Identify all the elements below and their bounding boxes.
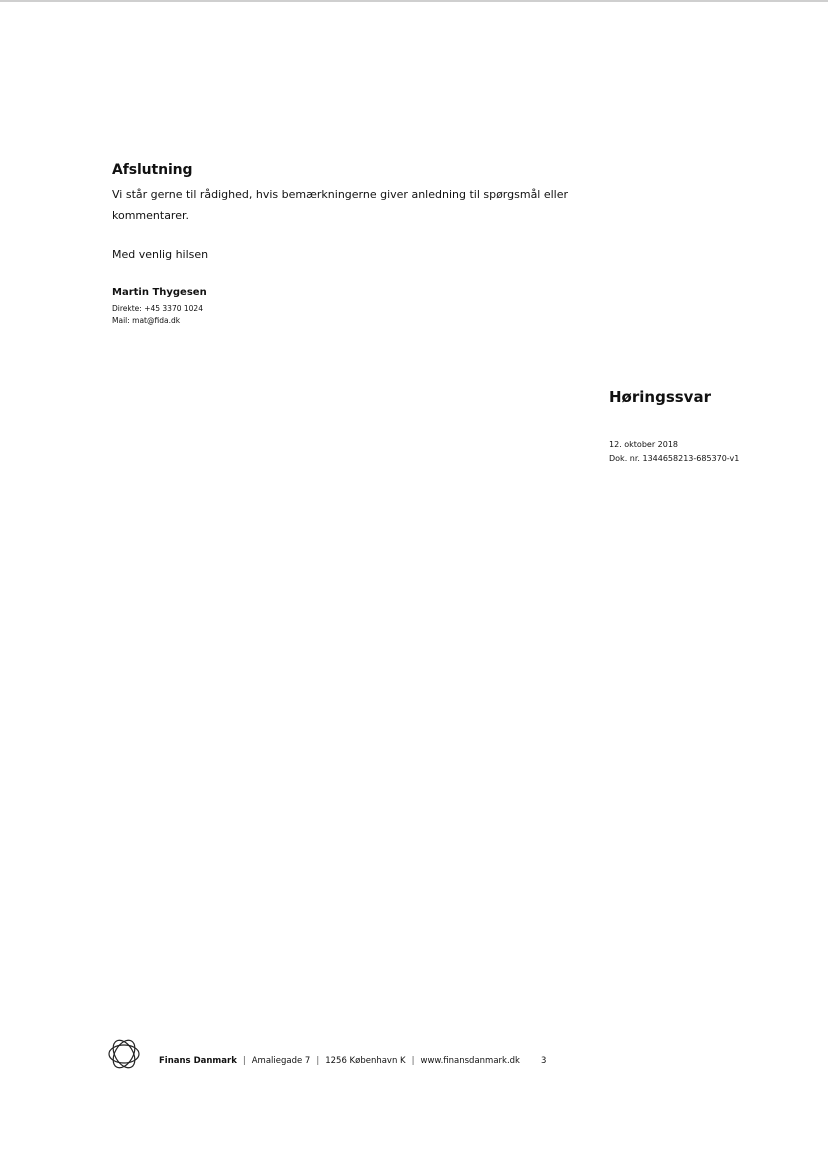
document-number: Dok. nr. 1344658213-685370-v1: [609, 454, 740, 463]
footer-street: Amaliegade 7: [251, 1056, 311, 1066]
document-meta: [609, 388, 809, 466]
document-date: 12. oktober 2018: [609, 440, 679, 449]
signature-email: Mail: mat@fida.dk: [112, 316, 181, 325]
footer-city: 1256 København K: [325, 1056, 406, 1066]
footer-separator: |: [316, 1056, 320, 1066]
footer-website-link[interactable]: www.finansdanmark.dk: [420, 1056, 520, 1066]
section-heading: Afslutning: [112, 162, 193, 178]
signature-direct-phone: Direkte: +45 3370 1024: [112, 304, 203, 313]
document-type: Høringssvar: [609, 388, 711, 406]
signature-name: Martin Thygesen: [112, 287, 207, 298]
footer-separator: |: [242, 1056, 246, 1066]
closing-paragraph: Vi står gerne til rådighed, hvis bemærkningerne giver anledning til spørgsmål eller kommentarer.: [112, 188, 569, 222]
letter-body: [112, 162, 582, 327]
footer-address-line: [159, 1056, 520, 1066]
greeting: Med venlig hilsen: [112, 248, 209, 261]
finans-danmark-logo-icon: [104, 1036, 144, 1072]
page-number: 3: [541, 1056, 547, 1066]
footer-org: Finans Danmark: [159, 1056, 237, 1066]
footer-separator: |: [411, 1056, 415, 1066]
page-footer: [104, 1036, 564, 1072]
page-top-rule: [0, 0, 828, 2]
